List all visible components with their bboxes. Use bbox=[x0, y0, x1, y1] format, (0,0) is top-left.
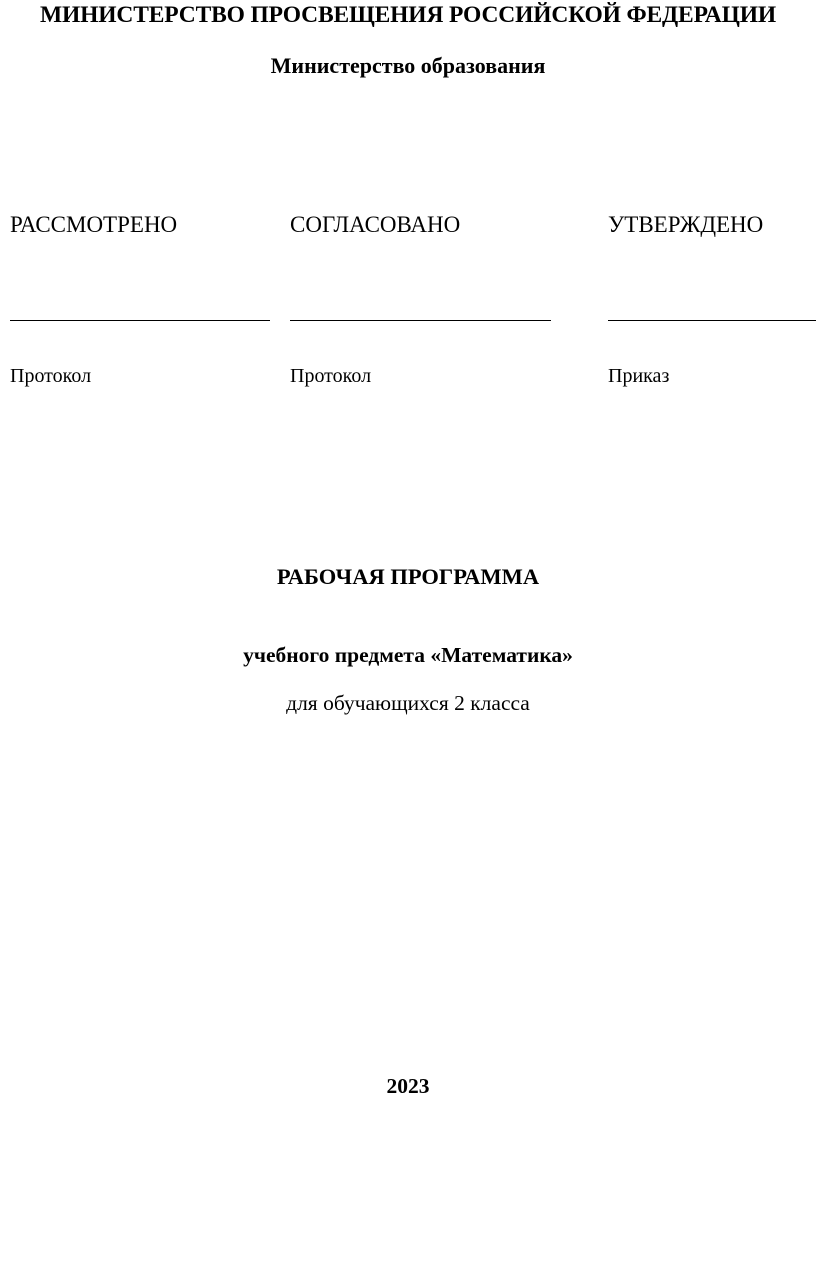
protocol-label-agreed: Протокол bbox=[290, 365, 372, 387]
signature-line-approved bbox=[608, 320, 816, 321]
approval-status-reviewed: РАССМОТРЕНО bbox=[10, 212, 178, 237]
subject-name: учебного предмета «Математика» bbox=[243, 643, 573, 667]
education-ministry-subtitle: Министерство образования bbox=[270, 53, 546, 78]
approval-status-agreed: СОГЛАСОВАНО bbox=[290, 212, 461, 237]
target-audience: для обучающихся 2 класса bbox=[286, 691, 530, 715]
document-year: 2023 bbox=[386, 1074, 430, 1098]
signature-line-agreed bbox=[290, 320, 551, 321]
signature-line-reviewed bbox=[10, 320, 270, 321]
approval-status-approved: УТВЕРЖДЕНО bbox=[608, 212, 764, 237]
program-title: РАБОЧАЯ ПРОГРАММА bbox=[276, 564, 540, 589]
order-label-approved: Приказ bbox=[608, 365, 670, 387]
protocol-label-reviewed: Протокол bbox=[10, 365, 92, 387]
ministry-title: МИНИСТЕРСТВО ПРОСВЕЩЕНИЯ РОССИЙСКОЙ ФЕДЕРАЦИИ bbox=[40, 2, 776, 28]
